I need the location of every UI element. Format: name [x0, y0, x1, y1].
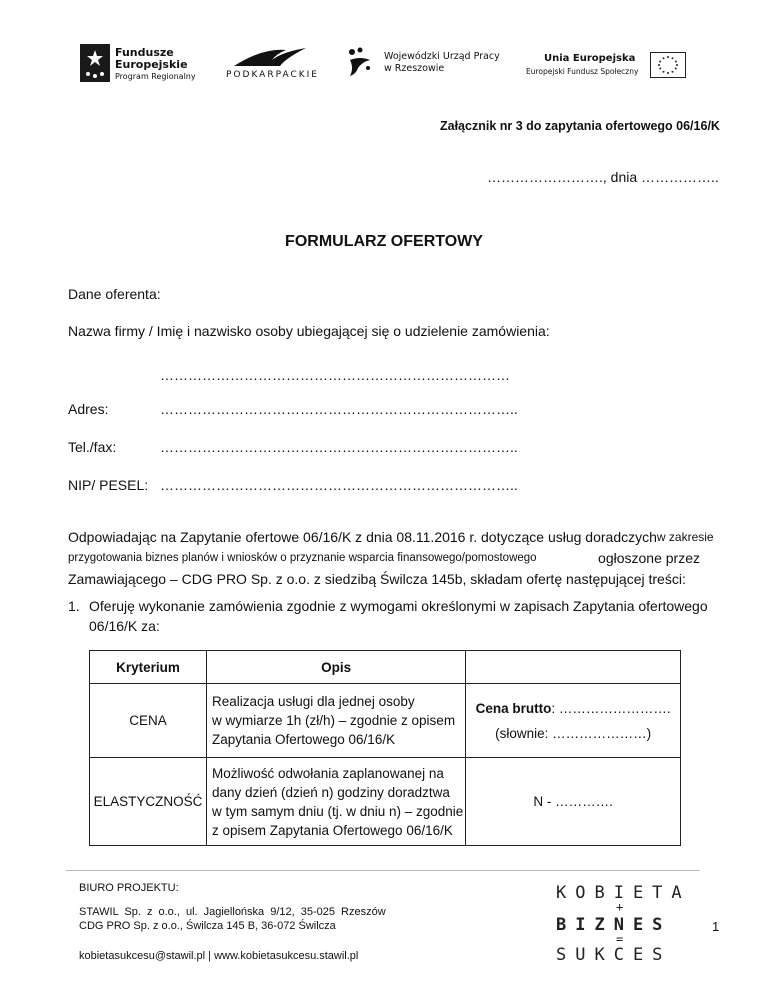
desc-line: dany dzień (dzień n) godziny doradztwa: [211, 784, 450, 800]
kobieta-biznes-sukces-logo: [556, 883, 696, 979]
podkarpackie-text: PODKARPACKIE: [226, 70, 319, 80]
bidder-name-field[interactable]: …………………………………………………………………: [160, 367, 510, 383]
fundusze-europejskie-logo: [80, 44, 200, 84]
ue-line2: Europejski Fundusz Społeczny: [526, 67, 639, 76]
footer-office-heading: BIURO PROJEKTU:: [79, 882, 179, 894]
header-description: Opis: [206, 651, 465, 684]
point1-line2: 06/16/K za:: [89, 618, 160, 634]
criterion-cena: CENA: [90, 684, 207, 758]
footer-contact[interactable]: kobietasukcesu@stawil.pl | www.kobietasukcesu.stawil.pl: [79, 950, 359, 962]
bidder-heading: Dane oferenta:: [68, 286, 161, 302]
intro-line2a: przygotowania biznes planów i wniosków o przyznanie wsparcia finansowego/pomostowego: [68, 552, 537, 564]
table-header-row: [90, 651, 681, 684]
desc-line: Możliwość odwołania zaplanowanej na: [211, 765, 444, 781]
point1-line1: Oferuję wykonanie zamówienia zgodnie z wymogami określonymi w zapisach Zapytania ofertowego: [89, 598, 708, 614]
footer-divider: [66, 870, 700, 871]
desc-line: Realizacja usługi dla jednej osoby: [211, 694, 415, 709]
unia-europejska-logo: [522, 50, 692, 82]
footer-address-2: CDG PRO Sp. z o.o., Świlcza 145 B, 36-072 Świlcza: [79, 920, 336, 932]
ue-line1: Unia Europejska: [544, 53, 636, 64]
table-row: [90, 684, 681, 758]
point1-number: 1.: [68, 598, 80, 614]
wup-logo: [346, 46, 500, 80]
gross-price-field[interactable]: : …………………….: [551, 700, 671, 716]
bidder-name-label: Nazwa firmy / Imię i nazwisko osoby ubiegającej się o udzielenie zamówienia:: [68, 323, 550, 339]
desc-line: Zapytania Ofertowego 06/16/K: [211, 732, 396, 747]
kbs-equals: =: [616, 932, 633, 946]
kbs-plus: +: [616, 900, 633, 914]
desc-line: w tym samym dniu (tj. w dniu n) – zgodnie: [211, 803, 464, 819]
wup-line1: Wojewódzki Urząd Pracy: [384, 51, 500, 62]
nip-field[interactable]: …………………………………………………………………..: [160, 477, 518, 493]
address-field[interactable]: …………………………………………………………………..: [160, 401, 518, 417]
page-title: FORMULARZ OFERTOWY: [285, 233, 483, 250]
intro-line1b: w zakresie: [656, 530, 714, 544]
fe-line1: Fundusze: [115, 46, 174, 59]
desc-line: z opisem Zapytania Ofertowego 06/16/K: [211, 822, 453, 838]
intro-line3: Zamawiającego – CDG PRO Sp. z o.o. z siedzibą Świlcza 145b, składam ofertę następującej treści:: [68, 571, 686, 587]
page-number: 1: [712, 919, 720, 934]
desc-line: w wymiarze 1h (zł/h) – zgodnie z opisem: [211, 713, 456, 728]
price-in-words-field[interactable]: (słownie: …………………): [495, 725, 652, 741]
tel-field[interactable]: …………………………………………………………………..: [160, 439, 518, 455]
intro-line1a: Odpowiadając na Zapytanie ofertowe 06/16/K z dnia 08.11.2016 r. dotyczące usług doradczych: [68, 529, 657, 545]
address-label: Adres:: [68, 401, 109, 417]
intro-paragraph: [68, 527, 714, 589]
nip-label: NIP/ PESEL:: [68, 477, 149, 493]
kbs-line1: KOBIETA: [556, 883, 691, 903]
mountain-swoosh-icon: [232, 44, 308, 68]
description-elastycznosc: [206, 758, 465, 846]
footer-address-1: STAWIL Sp. z o.o., ul. Jagiellońska 9/12, 35-025 Rzeszów: [79, 906, 386, 918]
eu-flag-icon: [650, 52, 686, 78]
date-line: ……………………., dnia ……………..: [487, 169, 719, 185]
kbs-line3: SUKCES: [556, 945, 672, 965]
offer-table: [89, 650, 681, 846]
value-elastycznosc[interactable]: N - ………….: [466, 758, 681, 846]
point1-text: [89, 596, 708, 636]
header-criterion: Kryterium: [90, 651, 207, 684]
attachment-label: Załącznik nr 3 do zapytania ofertowego 06/16/K: [440, 119, 720, 133]
kbs-line2: BIZNES: [556, 915, 672, 935]
fe-emblem-icon: [80, 44, 110, 82]
gross-price-label: Cena brutto: [475, 700, 552, 716]
podkarpackie-logo: [222, 44, 322, 84]
wup-bird-icon: [346, 46, 376, 78]
fe-line2: Europejskie: [115, 58, 188, 71]
description-cena: [206, 684, 465, 758]
value-cena[interactable]: [466, 684, 681, 758]
table-row: [90, 758, 681, 846]
criterion-elastycznosc: ELASTYCZNOŚĆ: [90, 758, 207, 846]
wup-line2: w Rzeszowie: [384, 63, 445, 74]
fe-line3: Program Regionalny: [115, 72, 196, 81]
header-value: [466, 651, 681, 684]
intro-line2b: ogłoszone przez: [598, 550, 700, 566]
tel-label: Tel./fax:: [68, 439, 117, 455]
